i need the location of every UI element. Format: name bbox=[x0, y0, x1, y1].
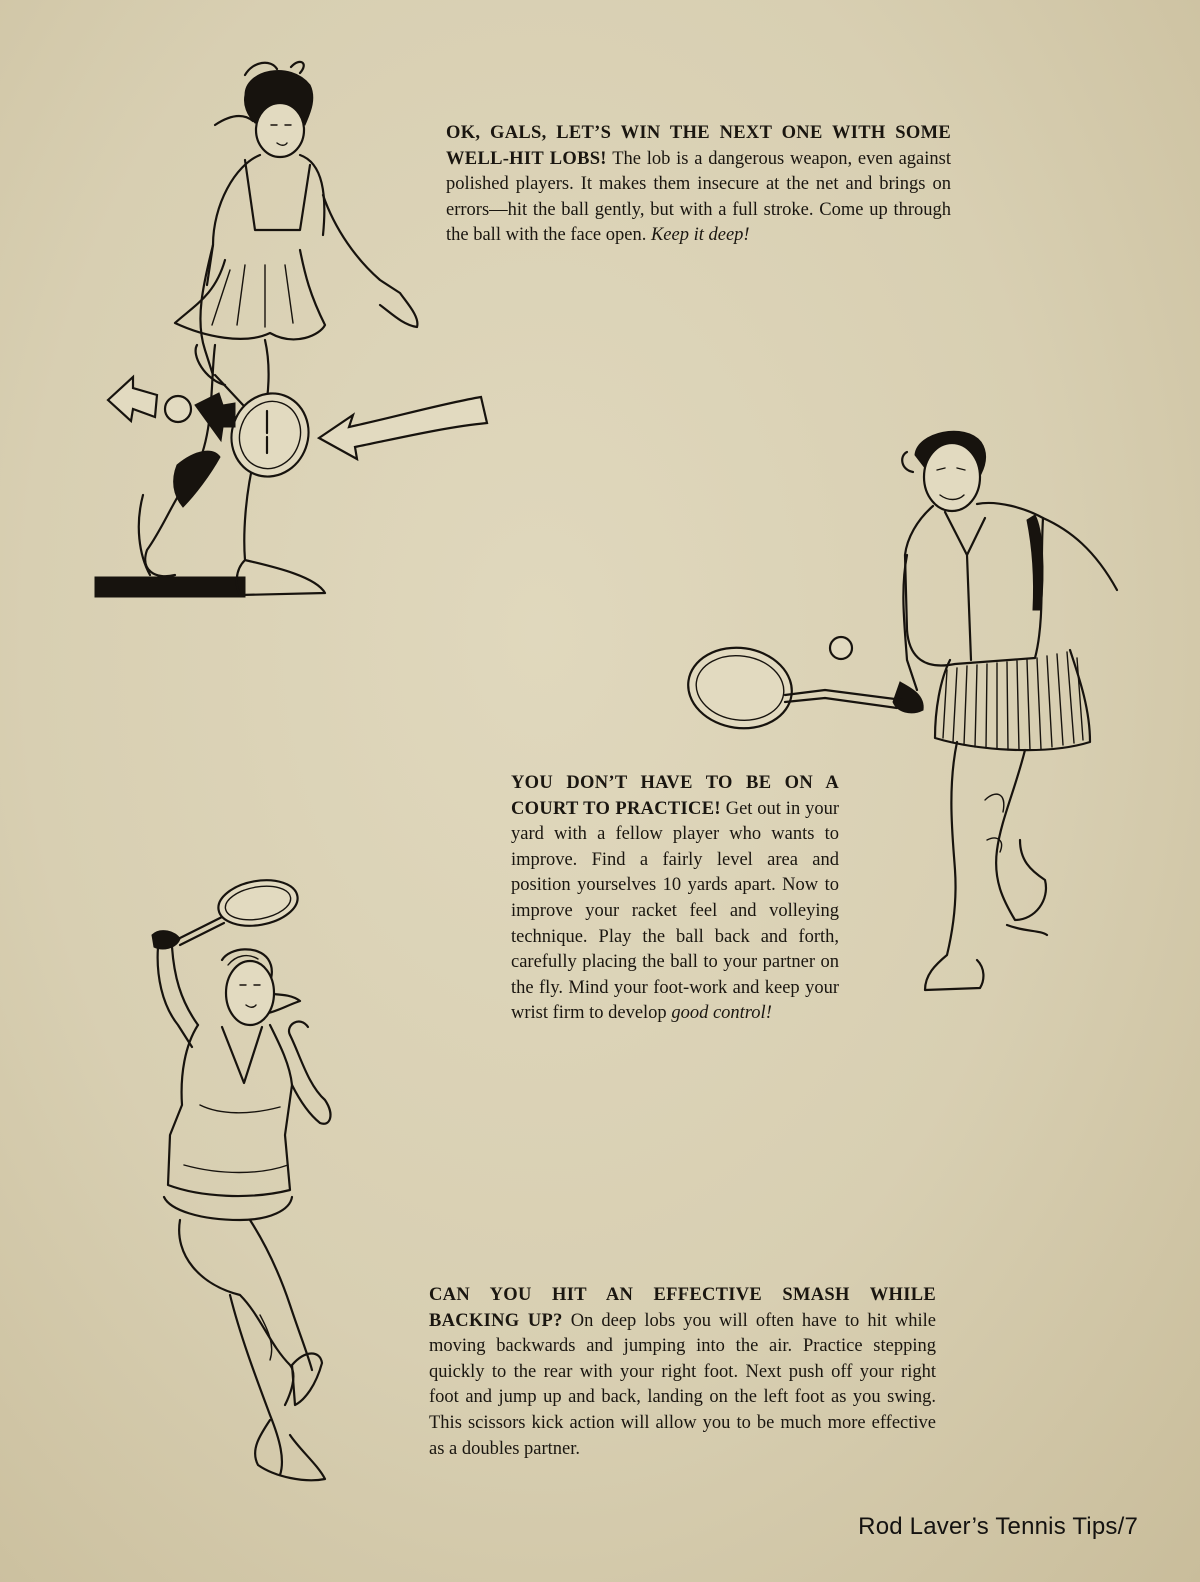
free-arm bbox=[1043, 518, 1117, 590]
front-leg bbox=[996, 750, 1046, 920]
back-leg bbox=[925, 742, 983, 990]
tip-lob-heading: OK, GALS, LET’S WIN THE NEXT ONE WITH SOME WELL-HIT LOBS! bbox=[446, 123, 951, 169]
racket-arm bbox=[158, 947, 198, 1047]
tip-practice-heading: YOU DON’T HAVE TO BE ON A COURT TO PRACTICE! bbox=[511, 773, 839, 819]
skirt bbox=[175, 250, 325, 339]
shirt bbox=[905, 503, 1043, 666]
tip-practice-body: Get out in your yard with a fellow player who wants to improve. Find a fairly level area and position yourselves 10 yards apart. Now to improve your racket feel and volleying technique. Play the ball back and forth, carefully placing the ball to your partner on the fly. Mind your foot-work and keep your wrist firm to develop bbox=[511, 798, 839, 1024]
tip-practice-closing: good control! bbox=[671, 1003, 772, 1024]
smash-player-illustration bbox=[140, 875, 350, 1490]
page-footer: Rod Laver’s Tennis Tips/7 bbox=[858, 1513, 1138, 1540]
tennis-ball bbox=[165, 396, 191, 422]
racket-head bbox=[220, 383, 320, 488]
tip-lob-body: The lob is a dangerous weapon, even against polished players. It makes them insecure at the net and brings on errors—hit the ball gently, but with a full stroke. Come up through the ball with the face open. bbox=[446, 148, 951, 246]
shirt bbox=[168, 1025, 292, 1196]
lob-player-illustration bbox=[95, 55, 495, 610]
tip-lob-closing: Keep it deep! bbox=[650, 225, 750, 246]
tip-smash-body: On deep lobs you will often have to hit while moving backwards and jumping into the air. Practice stepping quickly to the rear with your right foot. Next push off your right foot and jump up and back, landing on the left foot as you swing. This scissors kick action will allow you to be much more effective as a doubles partner. bbox=[429, 1310, 936, 1459]
pleated-skirt bbox=[935, 650, 1090, 750]
left-arrow-icon bbox=[108, 377, 157, 421]
swing-arrow-icon bbox=[319, 397, 487, 459]
free-arm bbox=[323, 195, 417, 327]
racket-head bbox=[215, 874, 301, 931]
tip-lob-text bbox=[446, 121, 951, 249]
tip-smash-heading: CAN YOU HIT AN EFFECTIVE SMASH WHILE BACKING UP? bbox=[429, 1285, 936, 1331]
black-arrow-icon bbox=[195, 393, 235, 441]
face bbox=[924, 443, 980, 511]
free-arm bbox=[290, 1035, 330, 1124]
tennis-ball bbox=[830, 637, 852, 659]
face bbox=[226, 961, 274, 1025]
front-leg bbox=[179, 1220, 293, 1405]
tip-smash-text bbox=[429, 1283, 936, 1462]
ground-shadow bbox=[95, 577, 245, 597]
tip-practice-text bbox=[511, 771, 839, 1027]
face bbox=[256, 103, 304, 157]
